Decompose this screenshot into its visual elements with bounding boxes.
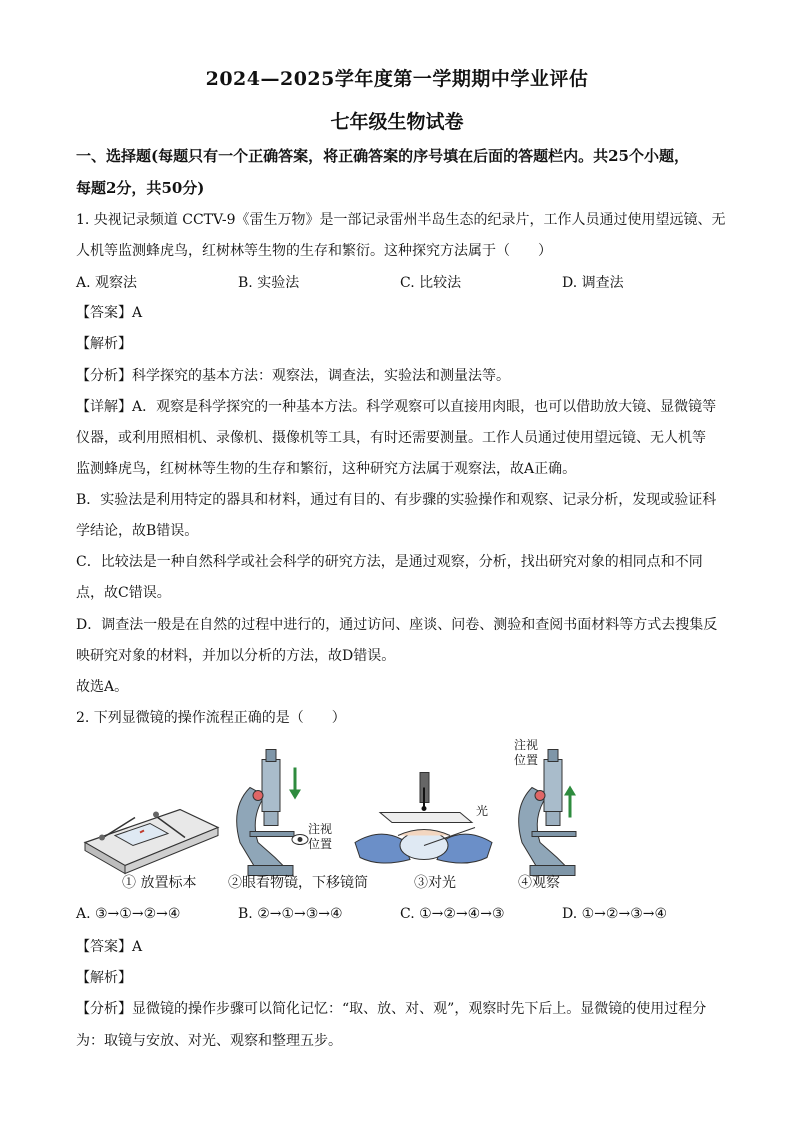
stage-slide-illustration (85, 810, 218, 874)
q2-option-b: B. ②→①→③→④ (238, 906, 343, 922)
q1-option-b: B. 实验法 (238, 275, 300, 291)
q1-stem-line2: 人机等监测蜂虎鸟，红树林等生物的生存和繁衍。这种探究方法属于（ ） (76, 243, 552, 259)
light-alignment-illustration (355, 773, 492, 864)
q1-option-a: A. 观察法 (76, 275, 138, 291)
figure-annot-watch-2: 注视位置 (308, 822, 333, 851)
q1-options (76, 272, 726, 292)
q2-options (76, 906, 726, 926)
section-heading-line2: 每题2分，共50分) (76, 179, 205, 197)
q1-analysis-tag: 【解析】 (76, 336, 132, 352)
q1-detail-line: 映研究对象的材料，并加以分析的方法，故D错误。 (76, 648, 396, 664)
q2-stem: 2. 下列显微镜的操作流程正确的是（ ） (76, 710, 346, 726)
q2-fenxi-line1: 【分析】显微镜的操作步骤可以简化记忆：“取、放、对、观”，观察时先下后上。显微镜的使用过程分 (76, 1001, 707, 1017)
q1-detail-line: 仪器，或利用照相机、录像机、摄像机等工具，有时还需要测量。工作人员通过使用望远镜、无人机等 (76, 430, 706, 446)
q1-detail-line: 点，故C错误。 (76, 585, 171, 601)
q2-answer: 【答案】A (76, 939, 143, 955)
q2-option-c: C. ①→②→④→③ (400, 906, 505, 922)
microscope-observing-illustration (519, 750, 576, 876)
microscope-steps-figure (80, 735, 720, 895)
q1-detail-line: B．实验法是利用特定的器具和材料，通过有目的、有步骤的实验操作和观察、记录分析，发现或验证科 (76, 492, 717, 508)
q1-option-c: C. 比较法 (400, 275, 462, 291)
q1-answer: 【答案】A (76, 305, 143, 321)
microscope-lowering-illustration (237, 750, 308, 876)
q1-option-d: D. 调查法 (562, 275, 624, 291)
figure-annot-watch-4: 注视位置 (514, 738, 539, 767)
q2-option-a: A. ③→①→②→④ (76, 906, 181, 922)
q1-detail-line: 【详解】A．观察是科学探究的一种基本方法。科学观察可以直接用肉眼，也可以借助放大镜、显微镜等 (76, 399, 717, 415)
page-subtitle: 七年级生物试卷 (330, 111, 464, 133)
q2-option-d: D. ①→②→③→④ (562, 906, 668, 922)
q2-fenxi-line2: 为：取镜与安放、对光、观察和整理五步。 (76, 1033, 342, 1049)
figure-annot-light: 光 (476, 804, 489, 818)
page-title: 2024—2025学年度第一学期期中学业评估 (205, 68, 589, 90)
q1-detail-line: 监测蜂虎鸟，红树林等生物的生存和繁衍，这种研究方法属于观察法，故A正确。 (76, 461, 577, 477)
figure-caption-4: ④观察 (518, 875, 560, 891)
q2-analysis-tag: 【解析】 (76, 970, 132, 986)
q1-detail-line: 学结论，故B错误。 (76, 523, 199, 539)
figure-caption-1: ① 放置标本 (122, 875, 197, 891)
section-heading-line1: 一、选择题(每题只有一个正确答案，将正确答案的序号填在后面的答题栏内。共25个小题， (76, 147, 689, 165)
q1-stem-line1: 1. 央视记录频道 CCTV-9《雷生万物》是一部记录雷州半岛生态的纪录片，工作人员通过使用望远镜、无 (76, 212, 726, 228)
q1-detail-line: 故选A。 (76, 679, 129, 695)
figure-caption-3: ③对光 (414, 875, 456, 891)
q1-detail-line: D．调查法一般是在自然的过程中进行的，通过访问、座谈、问卷、测验和查阅书面材料等方式去搜集反 (76, 617, 718, 633)
figure-caption-2: ②眼看物镜，下移镜筒 (228, 875, 368, 891)
q1-detail-line: C．比较法是一种自然科学或社会科学的研究方法，是通过观察，分析，找出研究对象的相同点和不同 (76, 554, 703, 570)
q1-fenxi: 【分析】科学探究的基本方法：观察法，调查法，实验法和测量法等。 (76, 368, 510, 384)
